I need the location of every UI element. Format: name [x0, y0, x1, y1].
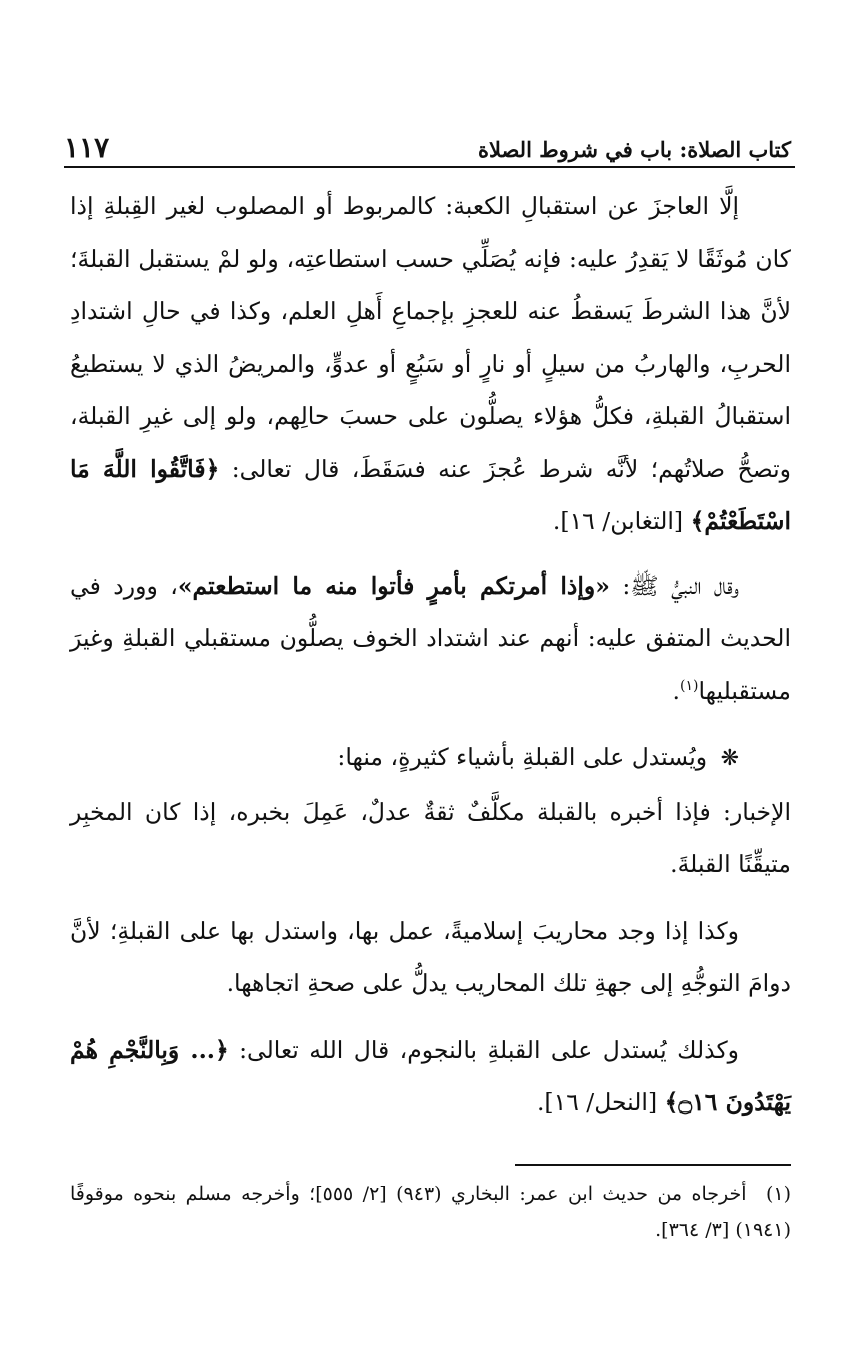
paragraph-1 — [70, 180, 791, 548]
hadith-quote: «وإذا أمرتكم بأمرٍ فأتوا منه ما استطعتم» — [177, 571, 610, 600]
footnote-number: (١) — [765, 1183, 792, 1205]
paragraph-2-end: . — [672, 676, 681, 705]
paragraph-2-text: ، وورد في الحديث المتفق عليه: أنهم عند اشتداد الخوف يصلُّون مستقبلي القبلةِ وغيرَ مستقبليها — [70, 571, 791, 705]
running-title: كتاب الصلاة: باب في شروط الصلاة — [477, 137, 791, 162]
footnote-text: أخرجاه من حديث ابن عمر: البخاري (٩٤٣) [٢/ ٥٥٥]؛ وأخرجه مسلم بنحوه موقوفًا (١٩٤١) [٣/ ٣٦٤]. — [70, 1183, 791, 1241]
paragraph-2-lead: وقال النبيُّ ﷺ: — [609, 571, 739, 600]
star-ornament-icon: ❋ — [720, 746, 739, 771]
quran-verse-taghabun: ﴿فَاتَّقُوا اللَّهَ مَا اسْتَطَعْتُمْ﴾ — [70, 454, 791, 535]
header-divider — [64, 166, 795, 168]
page-number: ١١٧ — [64, 131, 110, 164]
paragraph-5 — [70, 905, 791, 1010]
paragraph-3 — [70, 731, 791, 786]
verse-reference-nahl: [النحل/ ١٦]. — [536, 1088, 665, 1116]
main-text — [70, 180, 791, 1129]
paragraph-1-text: إلَّا العاجزَ عن استقبالِ الكعبة: كالمربوط أو المصلوب لغير القِبلةِ إذا كان مُوثَقًا لا يَقدِرُ عليه: فإنه يُصَلِّي حسب استطاعتِه، ولو لمْ يستقبل القبلةَ؛ لأنَّ هذا الشرطَ يَسقطُ عنه للعجزِ بإجماعِ أَهلِ العلم، وكذا في حالِ اشتدادِ الحربِ، والهاربُ من سيلٍ أو نارٍ أو سَبُعٍ أو عدوٍّ، والمريضُ الذي لا يستطيعُ استقبالُ القبلةِ، فكلُّ هؤلاء يصلُّون على حسبَ حالِهم، ولو إلى غيرِ القبلة، وتصحُّ صلاتُهم؛ لأنَّه شرط عُجزَ عنه فسَقَطَ، قال تعالى: — [70, 192, 791, 483]
footnote-divider — [515, 1164, 791, 1166]
paragraph-4 — [70, 786, 791, 891]
footnote-marker: (١) — [680, 677, 699, 694]
quran-verse-nahl: ﴿... وَبِالنَّجْمِ هُمْ يَهْتَدُونَ ۝١٦﴾ — [70, 1035, 791, 1116]
paragraph-2 — [70, 560, 791, 718]
page-header — [64, 118, 791, 168]
footnote — [70, 1176, 791, 1248]
paragraph-6-text: وكذلك يُستدل على القبلةِ بالنجوم، قال الله تعالى: — [228, 1035, 739, 1064]
verse-reference-taghabun: [التغابن/ ١٦]. — [552, 507, 684, 535]
paragraph-5-text: وكذا إذا وجد محاريبَ إسلاميةً، عمل بها، واستدل بها على القبلةِ؛ لأنَّ دوامَ التوجُّهِ إلى جهةِ تلك المحاريب يدلُّ على صحةِ اتجاهها. — [70, 916, 791, 997]
paragraph-6 — [70, 1024, 791, 1129]
paragraph-3-text: ويُستدل على القبلةِ بأشياء كثيرةٍ، منها: — [337, 743, 708, 771]
paragraph-4-text: الإخبار: فإذا أخبره بالقبلة مكلَّفٌ ثقةٌ عدلٌ، عَمِلَ بخبره، إذا كان المخبِر متيقِّنًا القبلةَ. — [70, 797, 791, 878]
